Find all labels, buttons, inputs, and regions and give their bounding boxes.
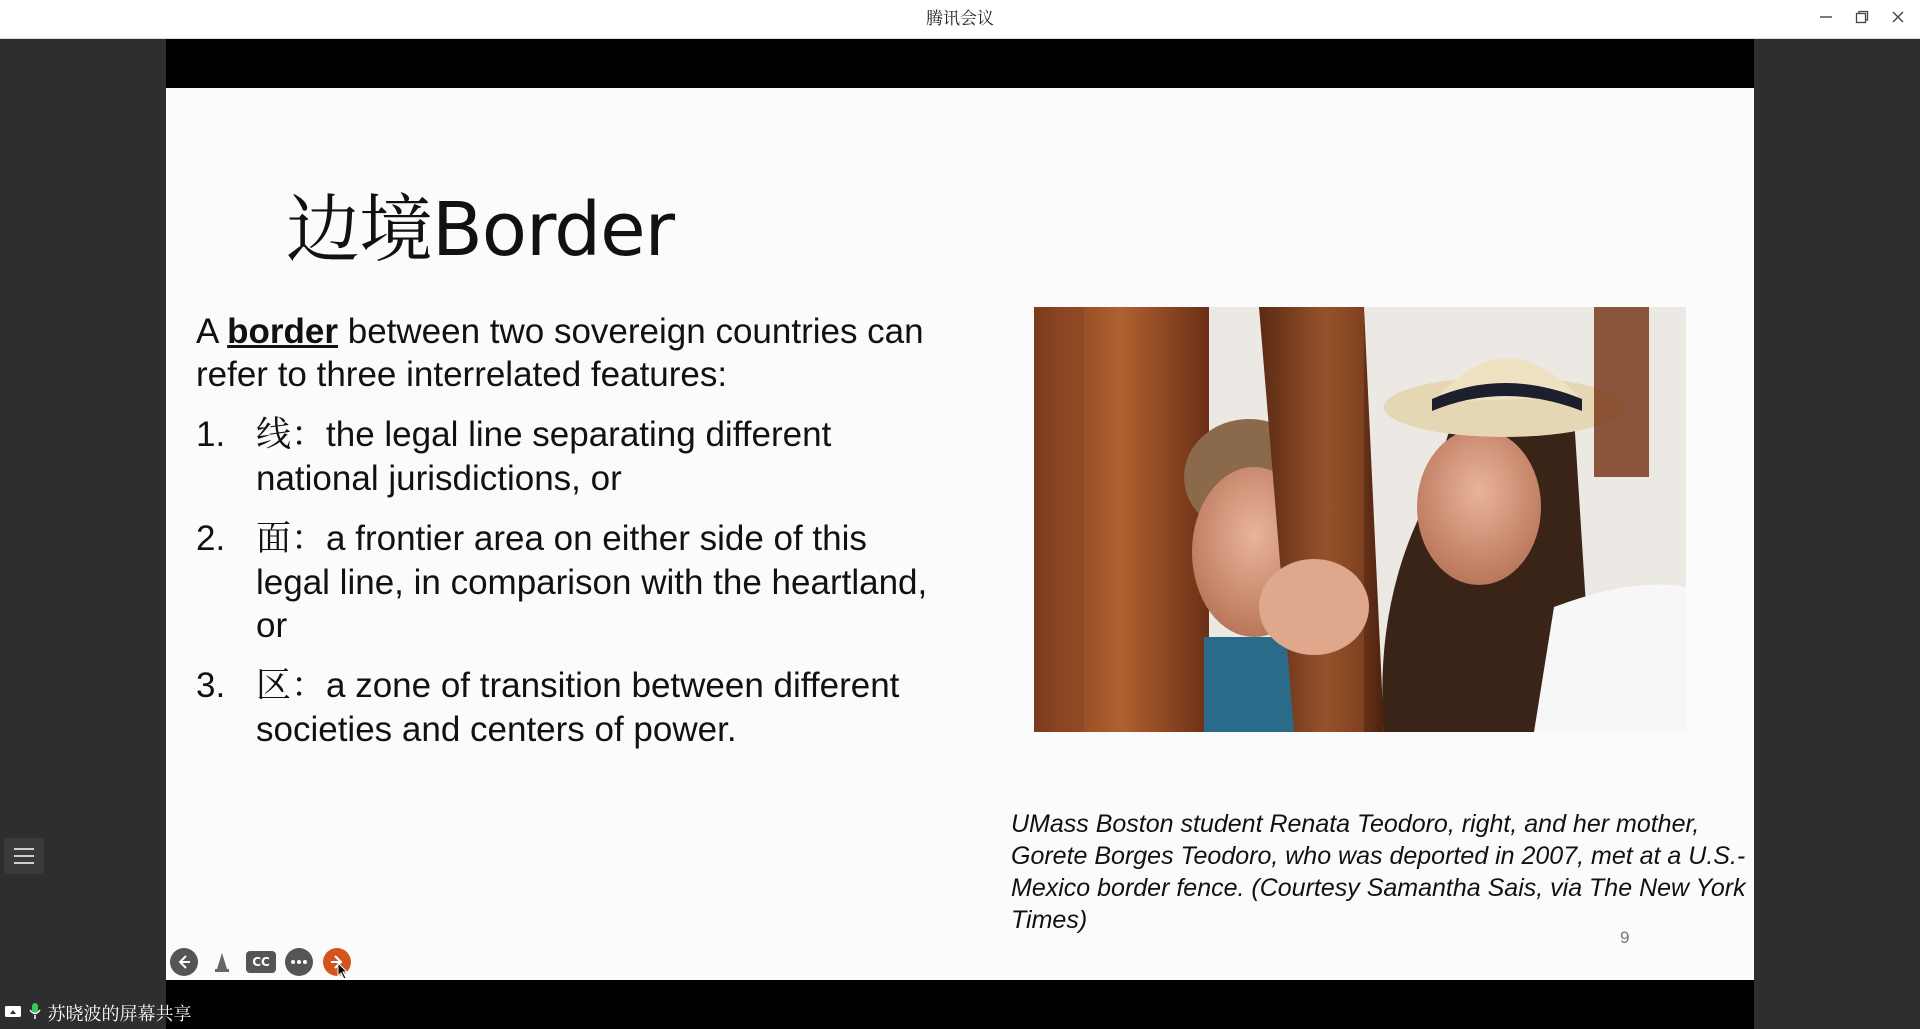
- letterbox-bottom: [166, 980, 1754, 1029]
- photo-caption: UMass Boston student Renata Teodoro, right, and her mother, Gorete Borges Teodoro, who was deported in 2007, met at a U.S.-Mexico border fence. (Courtesy Samantha Sais, via The New York Times): [1011, 810, 1746, 934]
- item-text: the legal line separating different national jurisdictions, or: [256, 415, 832, 498]
- prev-slide-icon[interactable]: [170, 948, 198, 976]
- item-separator: ：: [291, 666, 327, 706]
- mouse-cursor-icon: [337, 962, 349, 984]
- more-icon[interactable]: [285, 948, 313, 976]
- slide-body: [196, 310, 936, 768]
- close-icon[interactable]: [1880, 0, 1916, 38]
- captions-button[interactable]: CC: [246, 951, 276, 973]
- pointer-icon[interactable]: [208, 948, 236, 976]
- mic-icon: [28, 1001, 42, 1029]
- slide-intro: [196, 310, 936, 396]
- slide-title: 边境Border: [286, 187, 675, 273]
- slide-photo: [1034, 307, 1686, 732]
- restore-icon[interactable]: [1844, 0, 1880, 38]
- item-text: a zone of transition between different societies and centers of power.: [256, 666, 900, 749]
- item-number: 2.: [196, 519, 226, 558]
- share-status-bar: [0, 1001, 191, 1029]
- list-icon[interactable]: [4, 838, 44, 874]
- share-label: 苏晓波的屏幕共享: [47, 1004, 192, 1025]
- item-separator: ：: [291, 415, 327, 455]
- slide-page-number: 9: [1620, 928, 1630, 947]
- letterbox-top: [166, 39, 1754, 88]
- presentation-slide: [166, 88, 1754, 980]
- item-cjk-term: 线: [256, 415, 292, 455]
- list-item: [196, 413, 936, 500]
- intro-rest: between two sovereign countries can refer to three interrelated features:: [196, 312, 924, 394]
- item-number: 3.: [196, 666, 226, 705]
- item-separator: ：: [291, 519, 327, 559]
- list-item: [196, 664, 936, 751]
- intro-term: border: [227, 312, 338, 351]
- window-title: 腾讯会议: [926, 9, 994, 29]
- minimize-icon[interactable]: [1808, 0, 1844, 38]
- list-item: [196, 517, 936, 647]
- item-cjk-term: 区: [256, 666, 292, 706]
- item-text: a frontier area on either side of this legal line, in comparison with the heartland, or: [256, 519, 928, 645]
- screen-share-icon: [4, 1001, 22, 1029]
- item-cjk-term: 面: [256, 519, 292, 559]
- item-number: 1.: [196, 415, 226, 454]
- intro-prefix: A: [196, 312, 228, 351]
- title-bar: [0, 0, 1920, 39]
